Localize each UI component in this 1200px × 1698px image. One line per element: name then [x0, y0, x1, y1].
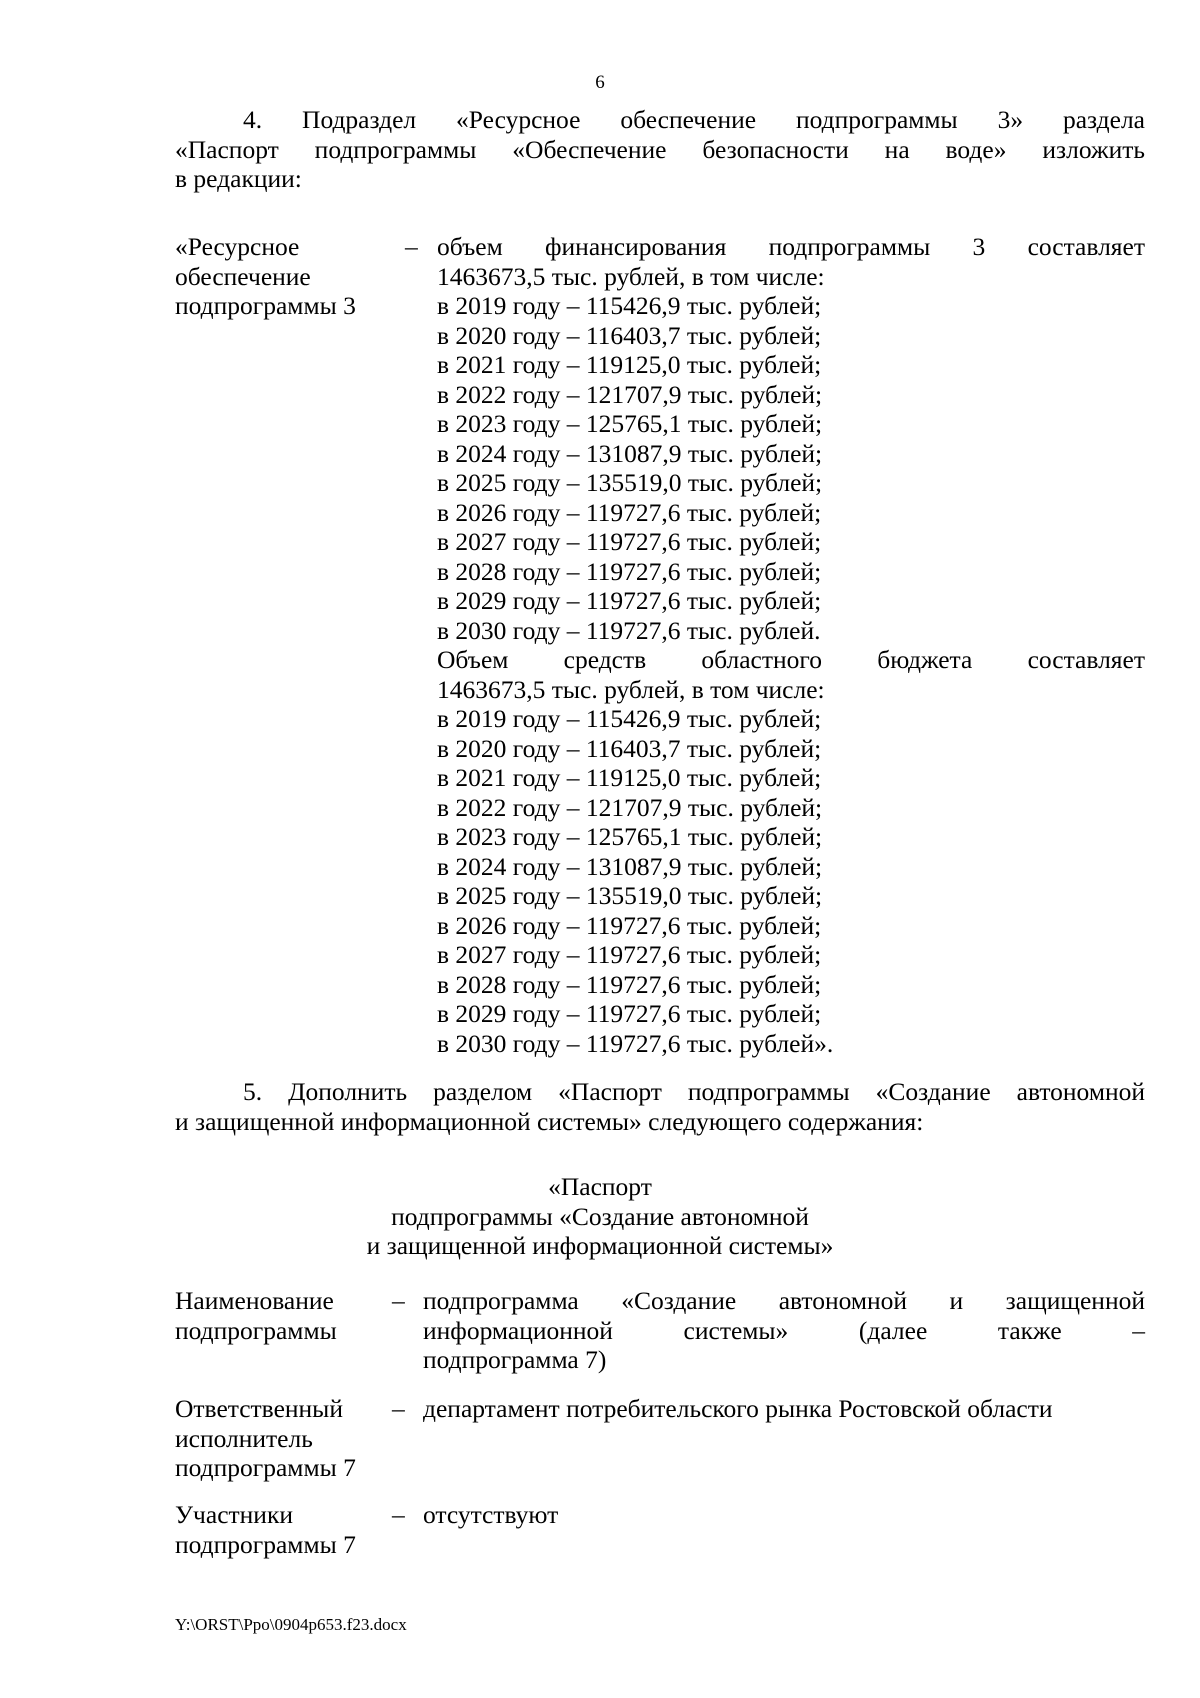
row-label-line: подпрограммы — [175, 1315, 337, 1345]
row-value-line: отсутствуют — [423, 1500, 559, 1529]
year-line: в 2024 году – 131087,9 тыс. рублей; — [437, 438, 823, 468]
passport-row-3-dash: – — [392, 1500, 405, 1529]
item-4-line-2: «Паспорт подпрограммы «Обеспечение безопасности на воде» изложить — [175, 134, 1145, 164]
year-line: в 2020 году – 116403,7 тыс. рублей; — [437, 733, 822, 763]
year-line: в 2025 году – 135519,0 тыс. рублей; — [437, 881, 823, 910]
row-value-line: информационной системы» (далее также – — [423, 1315, 1145, 1345]
year-line: в 2022 году – 121707,9 тыс. рублей; — [437, 792, 823, 822]
row-label-line: подпрограммы 7 — [175, 1529, 356, 1559]
row-label-line: Участники — [175, 1500, 293, 1529]
year-line: в 2030 году – 119727,6 тыс. рублей». — [437, 1028, 834, 1058]
year-line: в 2021 году – 119125,0 тыс. рублей; — [437, 763, 822, 792]
budget-line: 1463673,5 тыс. рублей, в том числе: — [437, 674, 825, 704]
year-line: в 2027 году – 119727,6 тыс. рублей; — [437, 940, 822, 969]
year-line: в 2019 году – 115426,9 тыс. рублей; — [437, 291, 822, 320]
year-line: в 2026 году – 119727,6 тыс. рублей; — [437, 910, 822, 940]
row-label-line: исполнитель — [175, 1423, 313, 1453]
passport-title — [0, 1172, 1200, 1261]
item-4-line-1: 4. Подраздел «Ресурсное обеспечение подпрограммы 3» раздела — [243, 105, 1145, 134]
year-line: в 2023 году – 125765,1 тыс. рублей; — [437, 409, 823, 438]
resource-dash: – — [405, 232, 418, 261]
item-5-line-1: 5. Дополнить разделом «Паспорт подпрограммы «Создание автономной — [243, 1077, 1145, 1106]
item-5-paragraph — [175, 1077, 1145, 1136]
year-line: в 2021 году – 119125,0 тыс. рублей; — [437, 350, 822, 379]
passport-title-line: подпрограммы «Создание автономной — [391, 1201, 809, 1231]
resource-label-line: «Ресурсное — [175, 232, 300, 261]
passport-row-2-value — [423, 1394, 1145, 1424]
page-number: 6 — [595, 72, 605, 93]
row-label-line: Ответственный — [175, 1394, 343, 1423]
passport-title-line: «Паспорт — [548, 1172, 652, 1201]
passport-row-2-label — [175, 1394, 385, 1483]
resource-label — [175, 232, 385, 321]
year-line: в 2028 году – 119727,6 тыс. рублей; — [437, 969, 822, 999]
passport-row-3-label — [175, 1500, 385, 1559]
budget-line: Объем средств областного бюджета составляет — [437, 645, 1145, 674]
passport-row-1-value — [423, 1286, 1145, 1375]
row-value-line: департамент потребительского рынка Ростовской области — [423, 1394, 1053, 1423]
year-line: в 2029 году – 119727,6 тыс. рублей; — [437, 586, 822, 615]
row-label-line: Наименование — [175, 1286, 334, 1315]
row-label-line: подпрограммы 7 — [175, 1453, 356, 1482]
passport-row-2-dash: – — [392, 1394, 405, 1423]
year-line: в 2023 году – 125765,1 тыс. рублей; — [437, 822, 823, 851]
row-value-line: подпрограмма «Создание автономной и защищенной — [423, 1286, 1145, 1315]
resource-intro-line: объем финансирования подпрограммы 3 составляет — [437, 232, 1145, 261]
year-line: в 2027 году – 119727,6 тыс. рублей; — [437, 527, 822, 556]
resource-intro-line: 1463673,5 тыс. рублей, в том числе: — [437, 261, 825, 291]
year-line: в 2025 году – 135519,0 тыс. рублей; — [437, 468, 823, 497]
year-line: в 2019 году – 115426,9 тыс. рублей; — [437, 704, 822, 733]
year-line: в 2026 году – 119727,6 тыс. рублей; — [437, 497, 822, 527]
passport-row-1-dash: – — [392, 1286, 405, 1315]
passport-row-3-value — [423, 1500, 1145, 1530]
resource-label-line: подпрограммы 3 — [175, 291, 356, 320]
item-4-line-3: в редакции: — [175, 164, 302, 193]
row-value-line: подпрограмма 7) — [423, 1345, 607, 1374]
item-5-line-2: и защищенной информационной системы» следующего содержания: — [175, 1106, 924, 1136]
resource-label-line: обеспечение — [175, 261, 311, 291]
resource-values — [437, 232, 1145, 1058]
year-line: в 2030 году – 119727,6 тыс. рублей. — [437, 615, 821, 645]
year-line: в 2028 году – 119727,6 тыс. рублей; — [437, 556, 822, 586]
item-4-paragraph — [175, 105, 1145, 194]
passport-row-1-label — [175, 1286, 375, 1345]
footer-file-path: Y:\ORST\Ppo\0904p653.f23.docx — [175, 1615, 407, 1634]
year-line: в 2022 году – 121707,9 тыс. рублей; — [437, 379, 823, 409]
year-line: в 2024 году – 131087,9 тыс. рублей; — [437, 851, 823, 881]
year-line: в 2020 году – 116403,7 тыс. рублей; — [437, 320, 822, 350]
passport-title-line: и защищенной информационной системы» — [366, 1231, 834, 1260]
year-line: в 2029 году – 119727,6 тыс. рублей; — [437, 999, 822, 1028]
